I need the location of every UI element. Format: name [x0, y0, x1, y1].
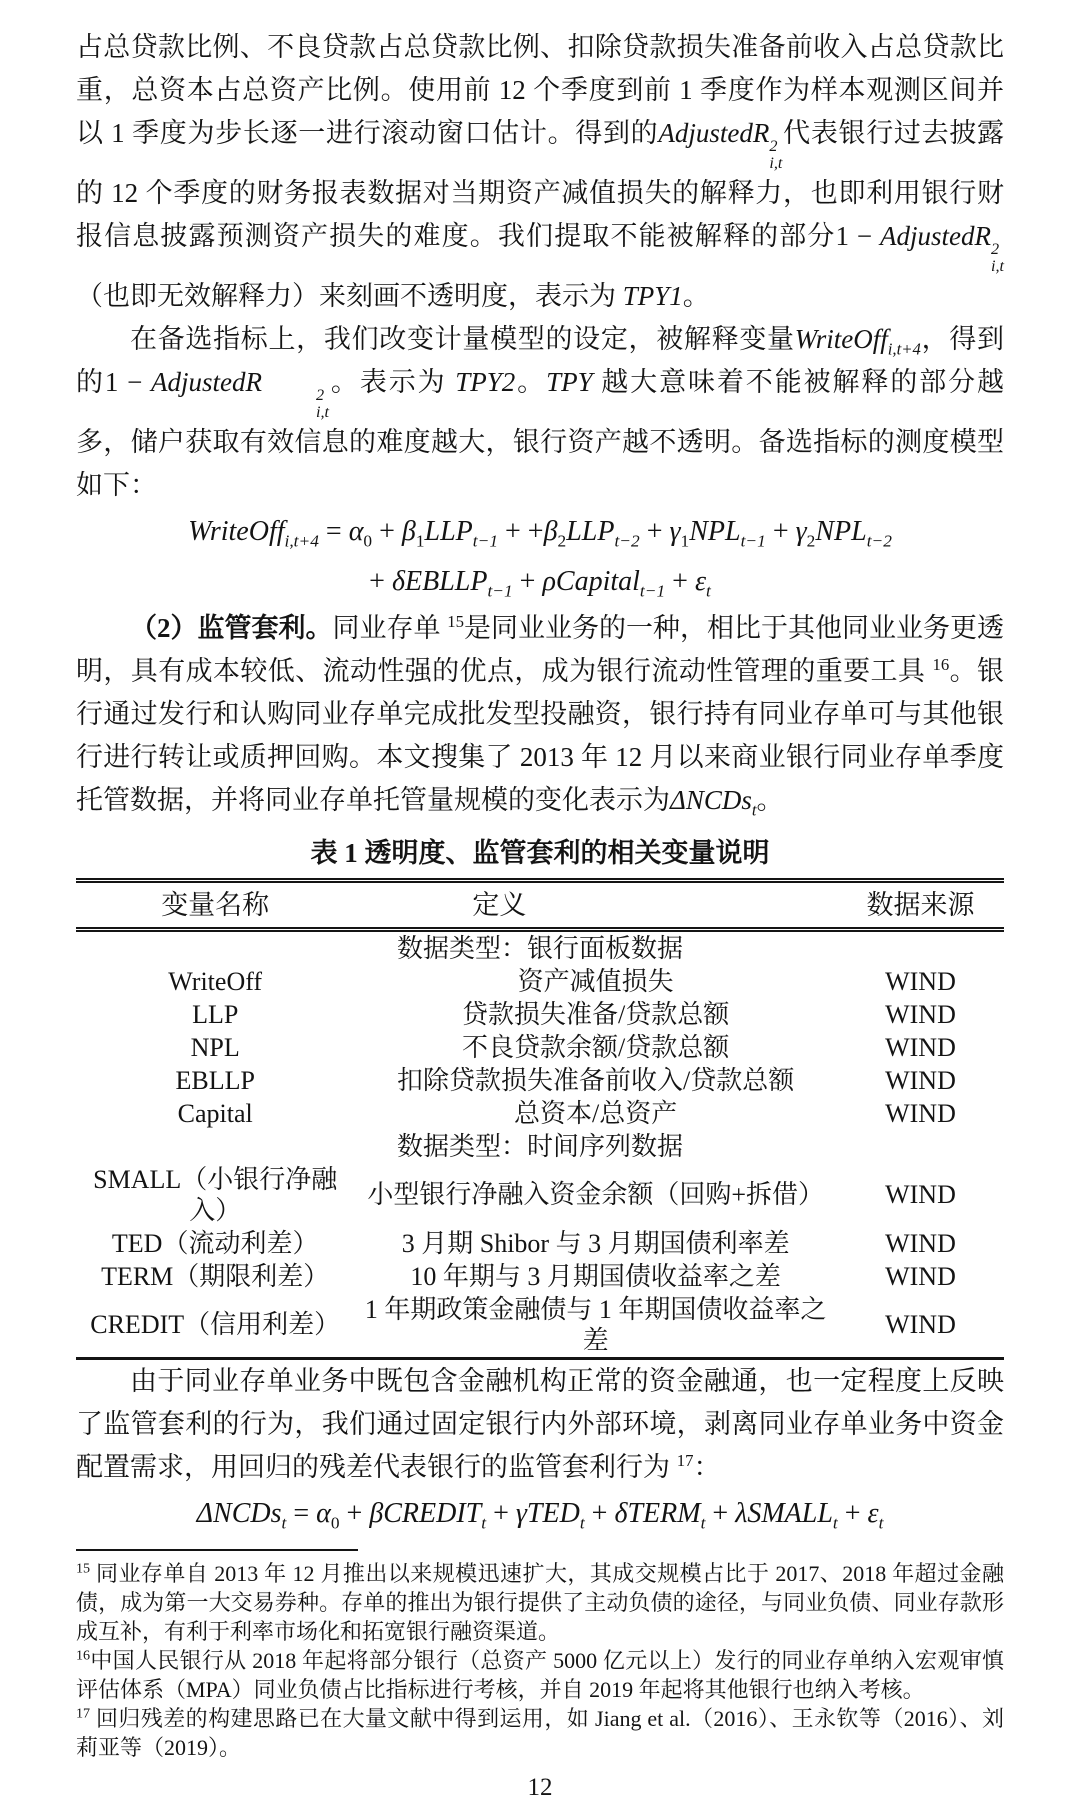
- supsub-stack: 2 i,t: [769, 136, 783, 172]
- paragraph-ncds-residual: 由于同业存单业务中既包含金融机构正常的资金融通，也一定程度上反映了监管套利的行为，我们通过固定银行内外部环境，剥离同业存单业务中资金配置需求，用回归的残差代表银行的监管套利行为 $^{17}$：: [76, 1365, 1004, 1482]
- table-row: [76, 1293, 1004, 1359]
- cell-variable-name: LLP: [192, 999, 239, 1029]
- table-row: [76, 965, 1004, 998]
- cell-data-source: WIND: [885, 1065, 956, 1095]
- table-section-row: [76, 929, 1004, 965]
- cell-data-source: WIND: [885, 1261, 956, 1291]
- table-row: [76, 1163, 1004, 1227]
- cell-data-source: WIND: [885, 1180, 956, 1210]
- cell-data-source: WIND: [885, 1098, 956, 1128]
- cell-data-source: WIND: [885, 999, 956, 1029]
- footnote-list: [76, 1559, 1004, 1762]
- table-row: [76, 998, 1004, 1031]
- table-row: [76, 1097, 1004, 1130]
- table-body: [76, 929, 1004, 1358]
- footnote: $^{16}$中国人民银行从 2018 年起将部分银行（总资产 5000 亿元以上）发行的同业存单纳入宏观审慎评估体系（MPA）同业负债占比指标进行考核，并自 2019 年起将其他银行也纳入考核。: [76, 1647, 1004, 1702]
- cell-variable-name: Capital: [177, 1098, 253, 1128]
- footnote-separator: [76, 1549, 358, 1551]
- footnote: $^{17}$ 回归残差的构建思路已在大量文献中得到运用，如 Jiang et al.（2016）、王永钦等（2016）、刘莉亚等（2019）。: [76, 1705, 1004, 1760]
- cell-definition: 1 年期政策金融债与 1 年期国债收益率之差: [364, 1294, 827, 1355]
- supsub-stack: 2 i,t: [315, 385, 329, 421]
- paragraph-transparency-measure: 占总贷款比例、不良贷款占总贷款比例、扣除贷款损失准备前收入占总贷款比重，总资本占总资产比例。使用前 12 个季度到前 1 季度作为样本观测区间并以 1 季度为步长逐一进行滚动窗口估计。得到的AdjustedR 2 i,t 代表银行过去披露的 12 个季度的财务报表数据对当期资产减值损失的解释力，也即利用银行财报信息披露预测资产损失的难度。我们提取不能被解释的部分1 − AdjustedR 2 i,t （也即无效解释力）来刻画不透明度，表示为 TPY1。: [76, 32, 1005, 311]
- cell-definition: 贷款损失准备/贷款总额: [462, 999, 730, 1029]
- formula-ncds: ΔNCDs$_t$ = $\alpha_0$ + βCREDIT$_t$ + γTED$_t$ + δTERM$_t$ + λSMALL$_t$ + $\varepsilon_t$: [196, 1497, 884, 1533]
- cell-definition: 小型银行净融入资金余额（回购+拆借）: [367, 1180, 824, 1210]
- formula-writeoff-line1: WriteOff$_{i,t+4}$ = $\alpha_0 + \beta_1LLP_{t-1} + +\beta_2LLP_{t-2} + \gamma_1NPL_{t-1} + \gamma_2NPL_{t-2}$: [188, 515, 892, 551]
- variables-table: [76, 878, 1004, 1360]
- table-section-label: 数据类型：时间序列数据: [396, 1131, 683, 1161]
- cell-definition: 总资本/总资产: [514, 1098, 678, 1128]
- page-number: 12: [527, 1773, 553, 1801]
- table-row: [76, 1260, 1004, 1293]
- cell-variable-name: NPL: [190, 1032, 240, 1062]
- cell-definition: 扣除贷款损失准备前收入/贷款总额: [397, 1065, 795, 1095]
- table-section-row: [76, 1130, 1004, 1163]
- table-row: [76, 1227, 1004, 1260]
- cell-variable-name: TERM（期限利差）: [101, 1261, 330, 1291]
- cell-variable-name: CREDIT（信用利差）: [90, 1310, 341, 1340]
- cell-variable-name: EBLLP: [175, 1065, 255, 1095]
- table-header-row: [76, 880, 1004, 929]
- header-variable-name: 变量名称: [76, 880, 354, 929]
- cell-variable-name: WriteOff: [168, 966, 263, 996]
- header-data-source: 数据来源: [837, 880, 1004, 929]
- supsub-stack: 2 i,t: [990, 239, 1005, 275]
- cell-data-source: WIND: [885, 1032, 956, 1062]
- table-row: [76, 1064, 1004, 1097]
- table-section-label: 数据类型：银行面板数据: [396, 933, 683, 963]
- cell-definition: 资产减值损失: [517, 966, 674, 996]
- cell-variable-name: TED（流动利差）: [111, 1228, 319, 1258]
- header-definition: 定义: [354, 880, 837, 929]
- cell-data-source: WIND: [885, 1228, 956, 1258]
- cell-definition: 10 年期与 3 月期国债收益率之差: [410, 1261, 781, 1291]
- cell-definition: 3 月期 Shibor 与 3 月期国债利率差: [401, 1228, 790, 1258]
- footnote-area: [76, 1539, 1004, 1802]
- table-block: [76, 836, 1004, 1360]
- formula-writeoff-line2: + δEBLLP$_{t-1}$ + ρCapital$_{t-1}$ + $\varepsilon_t$: [369, 565, 711, 601]
- cell-variable-name: SMALL（小银行净融入）: [93, 1164, 338, 1225]
- footnote: $^{15}$ 同业存单自 2013 年 12 月推出以来规模迅速扩大，其成交规模占比于 2017、2018 年超过金融债，成为第一大交易券种。存单的推出为银行提供了主动负债的途径，与同业负债、同业存款形成互补，有利于利率市场化和拓宽银行融资渠道。: [76, 1560, 1004, 1644]
- paragraph-regulatory-arbitrage: （2）监管套利。同业存单 $^{15}$是同业业务的一种，相比于其他同业业务更透明，具有成本较低、流动性强的优点，成为银行流动性管理的重要工具 $^{16}$。银行通过发行和认购同业存单完成批发型投融资，银行持有同业存单可与其他银行进行转让或质押回购。本文搜集了 2013 年 12 月以来商业银行同业存单季度托管数据，并将同业存单托管量规模的变化表示为ΔNCDs$_t$。: [76, 611, 1005, 820]
- cell-data-source: WIND: [885, 1310, 956, 1340]
- table-title: 表 1 透明度、监管套利的相关变量说明: [310, 837, 770, 868]
- paragraph-alternative-indicator: 在备选指标上，我们改变计量模型的设定，被解释变量WriteOff$_{i,t+4}$，得到的1 − AdjustedR 2 i,t 。表示为 TPY2。TPY 越大意味着不能被解释的部分越多，储户获取有效信息的难度越大，银行资产越不透明。备选指标的测度模型如下：: [76, 323, 1005, 500]
- cell-data-source: WIND: [885, 966, 956, 996]
- cell-definition: 不良贷款余额/贷款总额: [462, 1032, 730, 1062]
- table-row: [76, 1031, 1004, 1064]
